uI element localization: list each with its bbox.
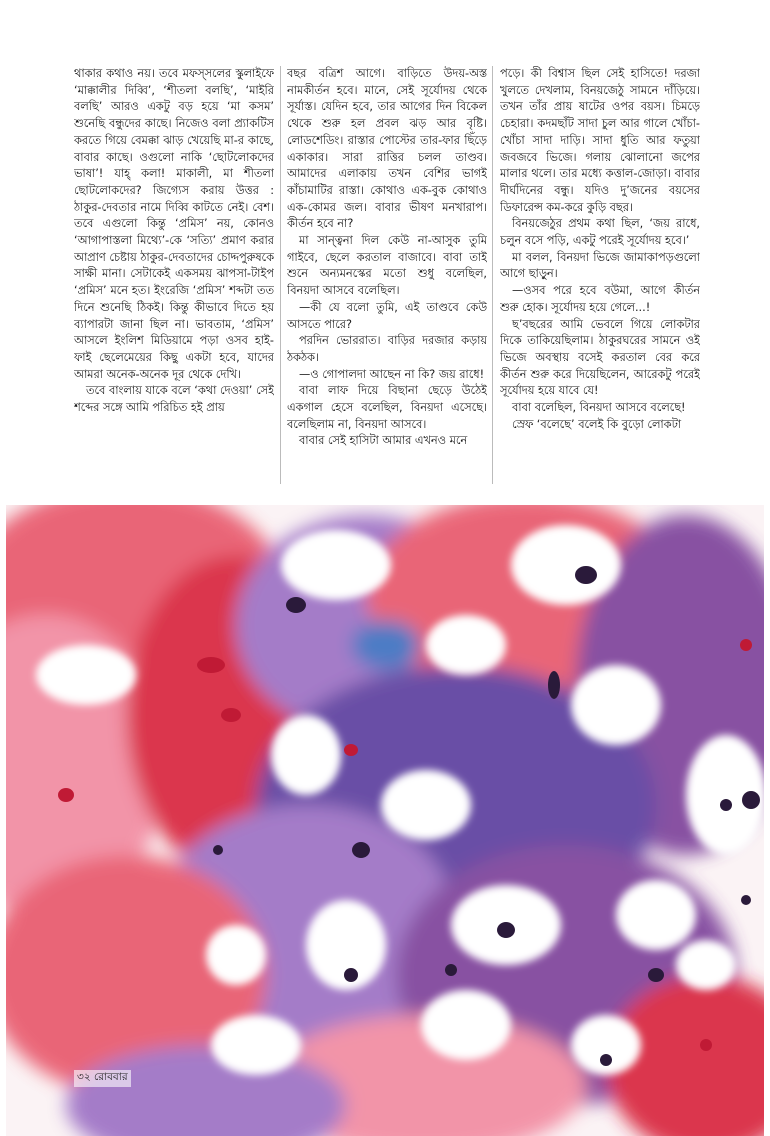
paragraph: বাবার সেই হাসিটা আমার এখনও মনে (299, 434, 468, 448)
paragraph: বছর বত্রিশ আগে। বাড়িতে উদয়-অস্ত নামকীর্তন হবে। মানে, সেই সূর্যোদয় থেকে সূর্যাস্ত। যেদিন হবে, তার আগের দিন বিকেল থেকে শুরু হল প্রবল ঝড় আর বৃষ্টি। লোডশেডিং। রাস্তার পোস্টের তার-ফার ছিঁড়ে একাকার। সারা রাত্তির চলল তাণ্ডব। আমাদের এলাকায় তখন বেশির ভাগই কাঁচামাটির রাস্তা। কোথাও এক-বুক কোথাও এক-কোমর জল। বাবার ভীষণ মনখারাপ। কীর্তন হবে না? (287, 67, 487, 231)
text-column-1 (74, 66, 274, 484)
page-number: ৩২ (77, 1071, 91, 1083)
paragraph: —ও গোপালদা আছেন না কি? জয় রাধে! (299, 367, 485, 381)
paragraph: মা বলল, বিনয়দা ভিজে জামাকাপড়গুলো আগে ছাড়ুন। (500, 250, 700, 281)
paragraph: পরদিন ভোররাত। বাড়ির দরজার কড়ায় ঠকঠক। (287, 334, 487, 364)
paragraph: —কী যে বলো তুমি, এই তাণ্ডবে কেউ আসতে পারে? (287, 300, 487, 331)
paragraph: তবে বাংলায় যাকে বলে ‘কথা দেওয়া’ সেই শব্দের সঙ্গে আমি পরিচিত হই প্রায় (74, 384, 274, 415)
magazine-name: রোববার (94, 1071, 128, 1083)
paragraph: স্রেফ ‘বলেছে’ বলেই কি বুড়ো লোকটা (512, 417, 682, 431)
watercolor-illustration (6, 505, 764, 1136)
text-column-3 (500, 66, 700, 484)
paragraph: থাকার কথাও নয়। তবে মফস্সলের স্কুলাইফে ‘মাক্কালীর দিব্বি’, ‘শীতলা বলছি’, ‘মাইরি বলছি’ আরও একটু বড় হয়ে ‘মা কসম’ শুনেছি বন্ধুদের কাছে। নিজেও বলা প্র্যাকটিস করতে গিয়ে বেমক্কা ঝাড় খেয়েছি মা-র কাছে, বাবার কাছে। ওগুলো নাকি ‘ছোটলোকদের ভাষা’! যাহ্‌ কলা! মাকালী, মা শীতলা ছোটলোকদের? জিগ্যেস করায় উত্তর : ঠাকুর-দেবতার নামে দিব্বি কাটতে নেই। বেশ। তবে এগুলো কিন্তু ‘প্রমিস’ নয়, কোনও ‘আগাপাস্তলা মিথ্যে’-কে ‘সত্যি’ প্রমাণ করার আপ্রাণ চেষ্টায় ঠাকুর-দেবতাদের চোদ্দপুরুষকে সাক্ষী মানা। সেটাকেই একসময় ঝাপসা-টাইপ ‘প্রমিস’ মনে হত। ইংরেজি ‘প্রমিস’ শব্দটা তত দিনে শুনেছি ঠিকই। কিন্তু কীভাবে দিতে হয় ব্যাপারটা জানা ছিল না। ভাবতাম, ‘প্রমিস’ আসলে ইংলিশ মিডিয়ামে পড়া ওসব হাই-ফাই ছেলেমেয়ের কিছু একটা হবে, যাদের আমরা অনেক-অনেক দূর থেকে দেখি। (74, 67, 274, 381)
paragraph: পড়ে। কী বিশ্বাস ছিল সেই হাসিতে! দরজা খুলতে দেখলাম, বিনয়জেঠু সামনে দাঁড়িয়ে। তখন তাঁর প্রায় ষাটের ওপর বয়স। চিমড়ে চেহারা। কদমছাঁট সাদা চুল আর গালে খোঁচা-খোঁচা সাদা দাড়ি। সাদা ধুতি আর ফতুয়া জবজবে ভিজে। গলায় ঝোলানো জপের মালার থলে। তার মধ্যে কত্তাল-জোড়া। বাবার দীর্ঘদিনের বন্ধু। যদিও দু’জনের বয়সের ডিফারেন্স কম-করে কুড়ি বছর। (500, 67, 700, 214)
paragraph: বিনয়জেঠুর প্রথম কথা ছিল, ‘জয় রাধে, চলুন বসে পড়ি, একটু পরেই সূর্যোদয় হবে।’ (500, 217, 700, 248)
paragraph: বাবা লাফ দিয়ে বিছানা ছেড়ে উঠেই একগাল হেসে বলেছিল, বিনয়দা এসেছে। বলেছিলাম না, বিনয়দা আসবে। (287, 384, 487, 431)
paragraph: —ওসব পরে হবে বউমা, আগে কীর্তন শুরু হোক। সূর্যোদয় হয়ে গেলে...! (500, 284, 700, 314)
text-column-2 (287, 66, 487, 484)
paragraph: ছ’বছরের আমি ভেবলে গিয়ে লোকটার দিকে তাকিয়েছিলাম। ঠাকুরঘরের সামনে ওই ভিজে অবস্থায় বসেই করতাল বের করে কীর্তন শুরু করে দিয়েছিলেন, আরেকটু পরেই সূর্যোদয় হয়ে যাবে যে! (500, 317, 700, 398)
page-footer (74, 1070, 131, 1087)
paragraph: বাবা বলেছিল, বিনয়দা আসবে বলেছে! (512, 401, 686, 415)
paragraph: মা সান্ত্বনা দিল কেউ না-আসুক তুমি গাইবে, ছেলে করতাল বাজাবে। বাবা তাই শুনে অন্যমনস্কের মতো শুধু বলেছিল, বিনয়দা আসবে বলেছিল। (287, 234, 487, 298)
column-divider (280, 66, 281, 484)
column-divider (492, 66, 493, 484)
